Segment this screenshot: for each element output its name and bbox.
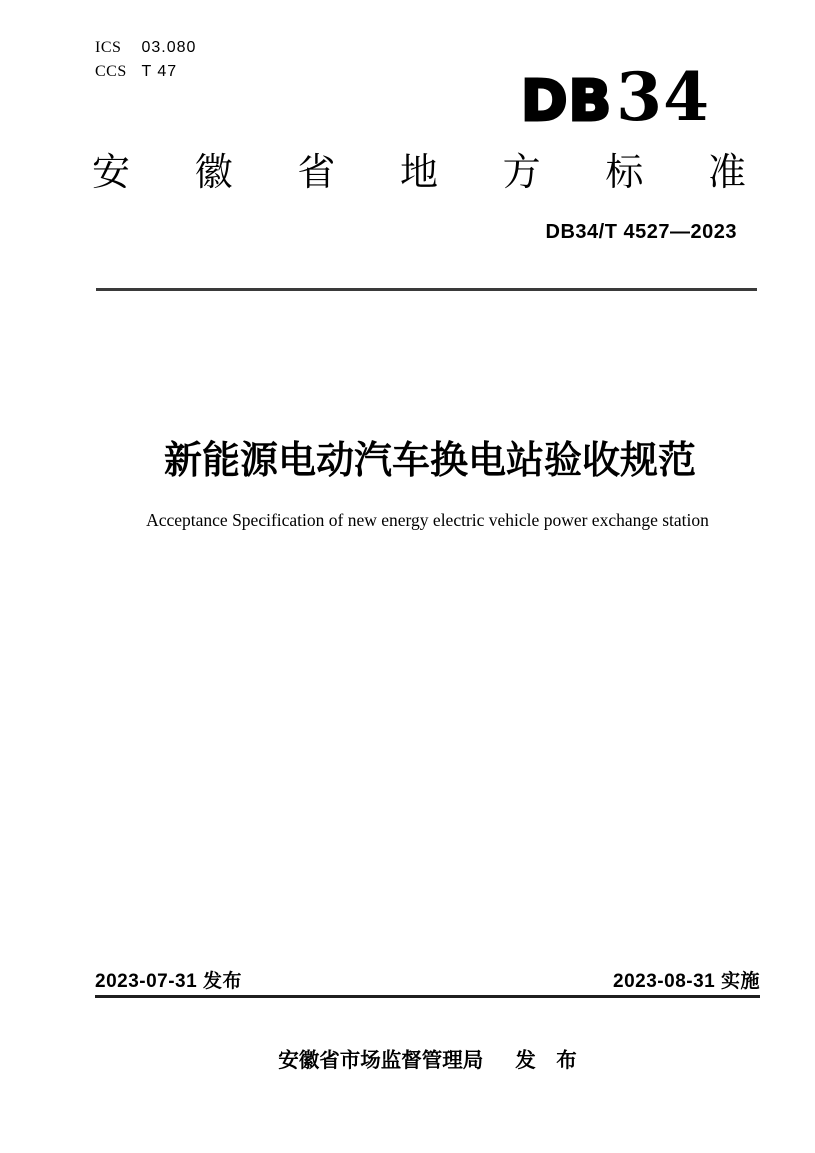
logo-region-number: 34 bbox=[616, 58, 711, 136]
publish-action-label: 发 布 bbox=[515, 1049, 577, 1072]
header-rule bbox=[96, 288, 757, 291]
ics-ccs-block bbox=[95, 36, 196, 84]
document-title-cn: 新能源电动汽车换电站验收规范 bbox=[163, 440, 696, 482]
dates-row bbox=[95, 966, 760, 993]
publisher-row bbox=[95, 1043, 760, 1073]
publisher-name: 安徽省市场监督管理局 bbox=[278, 1049, 484, 1072]
issue-date: 2023-07-31 发布 bbox=[95, 971, 242, 992]
standard-code: DB34/T 4527—2023 bbox=[545, 221, 737, 243]
implement-date: 2023-08-31 实施 bbox=[613, 971, 760, 992]
document-title-en: Acceptance Specification of new energy electric vehicle power exchange station bbox=[146, 510, 709, 530]
standard-type-heading: 安徽省地方标准 bbox=[92, 152, 746, 194]
ccs-line bbox=[95, 60, 196, 84]
db34-logo bbox=[521, 58, 711, 136]
footer-rule bbox=[95, 995, 760, 998]
ccs-label: CCS bbox=[95, 63, 127, 80]
ics-line bbox=[95, 36, 196, 60]
ics-value: 03.080 bbox=[141, 39, 197, 56]
ics-label: ICS bbox=[95, 39, 122, 56]
logo-db-letters: DB bbox=[521, 69, 613, 134]
ccs-value: T 47 bbox=[141, 63, 178, 80]
